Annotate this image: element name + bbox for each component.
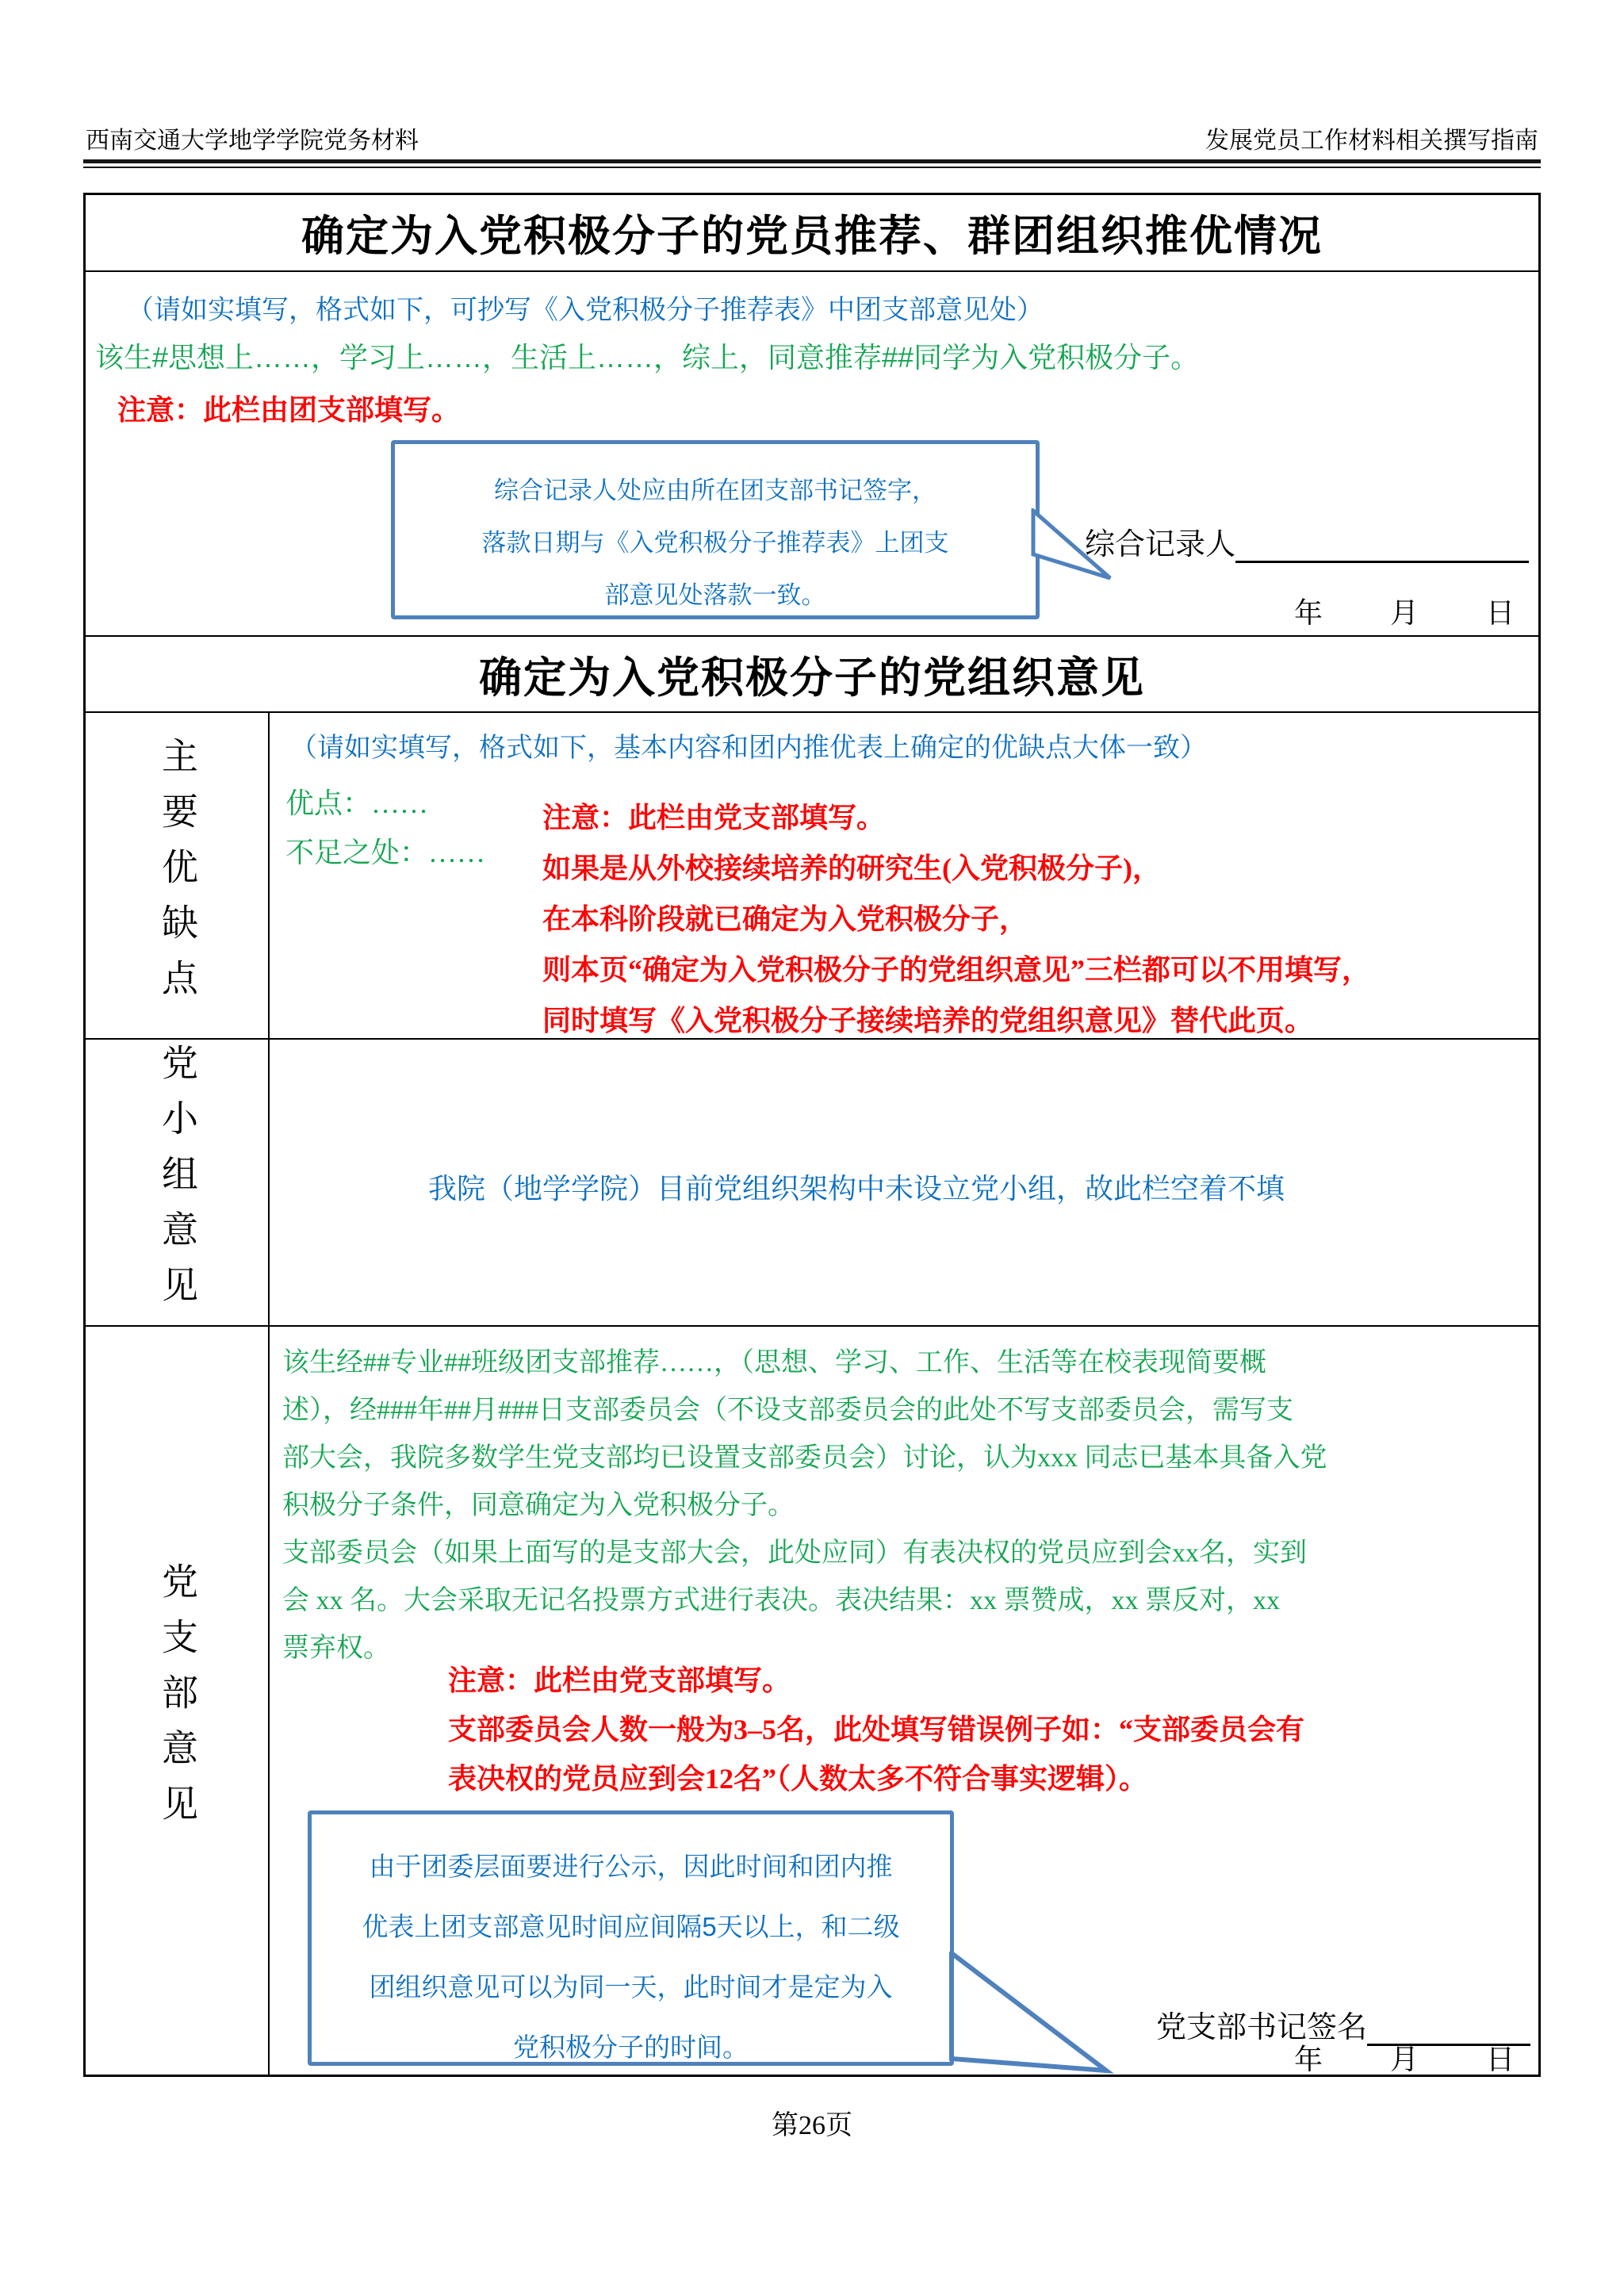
callout-line: 由于团委层面要进行公示，因此时间和团内推 bbox=[369, 1852, 893, 1881]
date-line bbox=[1294, 591, 1515, 631]
merits-green-line: 优点：…… bbox=[285, 787, 429, 819]
recommend-section bbox=[86, 272, 1538, 637]
table-title-1: 确定为入党积极分子的党员推荐、群团组织推优情况 bbox=[301, 213, 1323, 260]
branch-row-header-cell bbox=[86, 1327, 270, 2075]
date-year: 年 bbox=[1293, 2044, 1323, 2075]
date-line bbox=[1294, 2037, 1515, 2078]
signature-blank bbox=[1235, 527, 1529, 563]
merits-row-header-cell bbox=[86, 713, 270, 1038]
red-note-line: 在本科阶段就已确定为入党积极分子， bbox=[542, 903, 1028, 935]
callout-line: 优表上团支部意见时间应间隔5天以上，和二级 bbox=[362, 1912, 900, 1941]
merits-row-header: 主要优缺点 bbox=[157, 737, 197, 1014]
red-note-line: 表决权的党员应到会12名”（人数太多不符合事实逻辑）。 bbox=[448, 1763, 1148, 1795]
merits-green-line: 不足之处：…… bbox=[285, 837, 486, 868]
red-note-line: 注意：此栏由党支部填写。 bbox=[542, 802, 886, 833]
callout-line: 部意见处落款一致。 bbox=[604, 581, 826, 609]
callout-line: 综合记录人处应由所在团支部书记签字， bbox=[494, 477, 936, 504]
branch-red-note-block bbox=[448, 1656, 1304, 1803]
merits-red-note-block bbox=[542, 792, 1370, 1046]
group-note-blue: 我院（地学学院）目前党组织架构中未设立党小组，故此栏空着不填 bbox=[428, 1173, 1285, 1205]
green-sample-line: 票弃权。 bbox=[282, 1634, 390, 1663]
header-left-text: 西南交通大学地学学院党务材料 bbox=[86, 128, 419, 154]
callout-pointer-icon bbox=[1031, 508, 1118, 596]
green-sample-line: 支部委员会（如果上面写的是支部大会，此处应同）有表决权的党员应到会xx名，实到 bbox=[282, 1538, 1307, 1568]
recorder-label: 综合记录人 bbox=[1085, 528, 1236, 561]
callout-line: 落款日期与《入党积极分子推荐表》上团支 bbox=[481, 529, 949, 557]
green-sample-line: 该生经##专业##班级团支部推荐……，（思想、学习、工作、生活等在校表现简要概 bbox=[282, 1348, 1266, 1377]
red-note-line: 同时填写《入党积极分子接续培养的党组织意见》替代此页。 bbox=[542, 1005, 1314, 1036]
branch-row-content bbox=[270, 1327, 1538, 2075]
date-day: 日 bbox=[1485, 597, 1515, 629]
merits-row-content bbox=[270, 713, 1538, 1038]
page-number: 第26页 bbox=[772, 2111, 852, 2140]
group-row-content bbox=[270, 1040, 1538, 1325]
red-note-line: 如果是从外校接续培养的研究生(入党积极分子)， bbox=[542, 852, 1161, 884]
branch-opinion-row bbox=[86, 1327, 1538, 2075]
branch-row-header: 党支部意见 bbox=[157, 1561, 197, 1840]
merits-hint-blue: （请如实填写，格式如下，基本内容和团内推优表上确定的优缺点大体一致） bbox=[290, 734, 1207, 763]
green-sample-line: 积极分子条件，同意确定为入党积极分子。 bbox=[282, 1491, 795, 1520]
page-header bbox=[86, 121, 1538, 155]
red-note-line: 注意：此栏由党支部填写。 bbox=[448, 1665, 791, 1696]
date-month: 月 bbox=[1389, 2044, 1419, 2075]
green-sample-line: 述），经###年##月###日支部委员会（不设支部委员会的此处不写支部委员会，需写支 bbox=[282, 1396, 1293, 1425]
table-title-row-1 bbox=[86, 195, 1538, 272]
callout-pointer-icon bbox=[944, 1952, 1114, 2077]
red-note-line: 则本页“确定为入党积极分子的党组织意见”三栏都可以不用填写， bbox=[542, 954, 1371, 986]
group-row-header-cell bbox=[86, 1040, 270, 1325]
fill-instruction-blue: （请如实填写，格式如下，可抄写《入党积极分子推荐表》中团支部意见处） bbox=[127, 296, 1044, 325]
branch-sample-green-block bbox=[282, 1339, 1327, 1672]
green-sample-line: 部大会，我院多数学生党支部均已设置支部委员会）讨论，认为xxx 同志已基本具备入党 bbox=[282, 1443, 1327, 1473]
table-title-row-2 bbox=[86, 637, 1538, 713]
sample-text-green: 该生#思想上……，学习上……，生活上……，综上，同意推荐##同学为入党积极分子。 bbox=[95, 341, 1200, 374]
timing-callout-bubble bbox=[308, 1810, 954, 2066]
header-right-text: 发展党员工作材料相关撰写指南 bbox=[1205, 128, 1538, 154]
header-divider bbox=[83, 159, 1541, 168]
group-opinion-row bbox=[86, 1040, 1538, 1327]
group-row-header: 党小组意见 bbox=[157, 1044, 197, 1321]
merits-row bbox=[86, 713, 1538, 1040]
callout-line: 团组织意见可以为同一天，此时间才是定为入 bbox=[369, 1972, 893, 2002]
date-day: 日 bbox=[1485, 2044, 1515, 2075]
red-note-line: 支部委员会人数一般为3–5名，此处填写错误例子如：“支部委员会有 bbox=[448, 1714, 1305, 1745]
recorder-signature-line bbox=[1085, 519, 1529, 563]
form-table bbox=[83, 193, 1541, 2077]
callout-line: 党积极分子的时间。 bbox=[513, 2033, 749, 2062]
recorder-callout-bubble bbox=[391, 440, 1040, 619]
league-branch-note-red: 注意：此栏由团支部填写。 bbox=[117, 394, 461, 426]
secretary-label: 党支部书记签名 bbox=[1156, 2011, 1368, 2044]
date-year: 年 bbox=[1293, 597, 1323, 629]
table-title-2: 确定为入党积极分子的党组织意见 bbox=[479, 653, 1145, 702]
date-month: 月 bbox=[1389, 597, 1419, 629]
green-sample-line: 会 xx 名。大会采取无记名投票方式进行表决。表决结果：xx 票赞成，xx 票反对，xx bbox=[282, 1586, 1280, 1615]
